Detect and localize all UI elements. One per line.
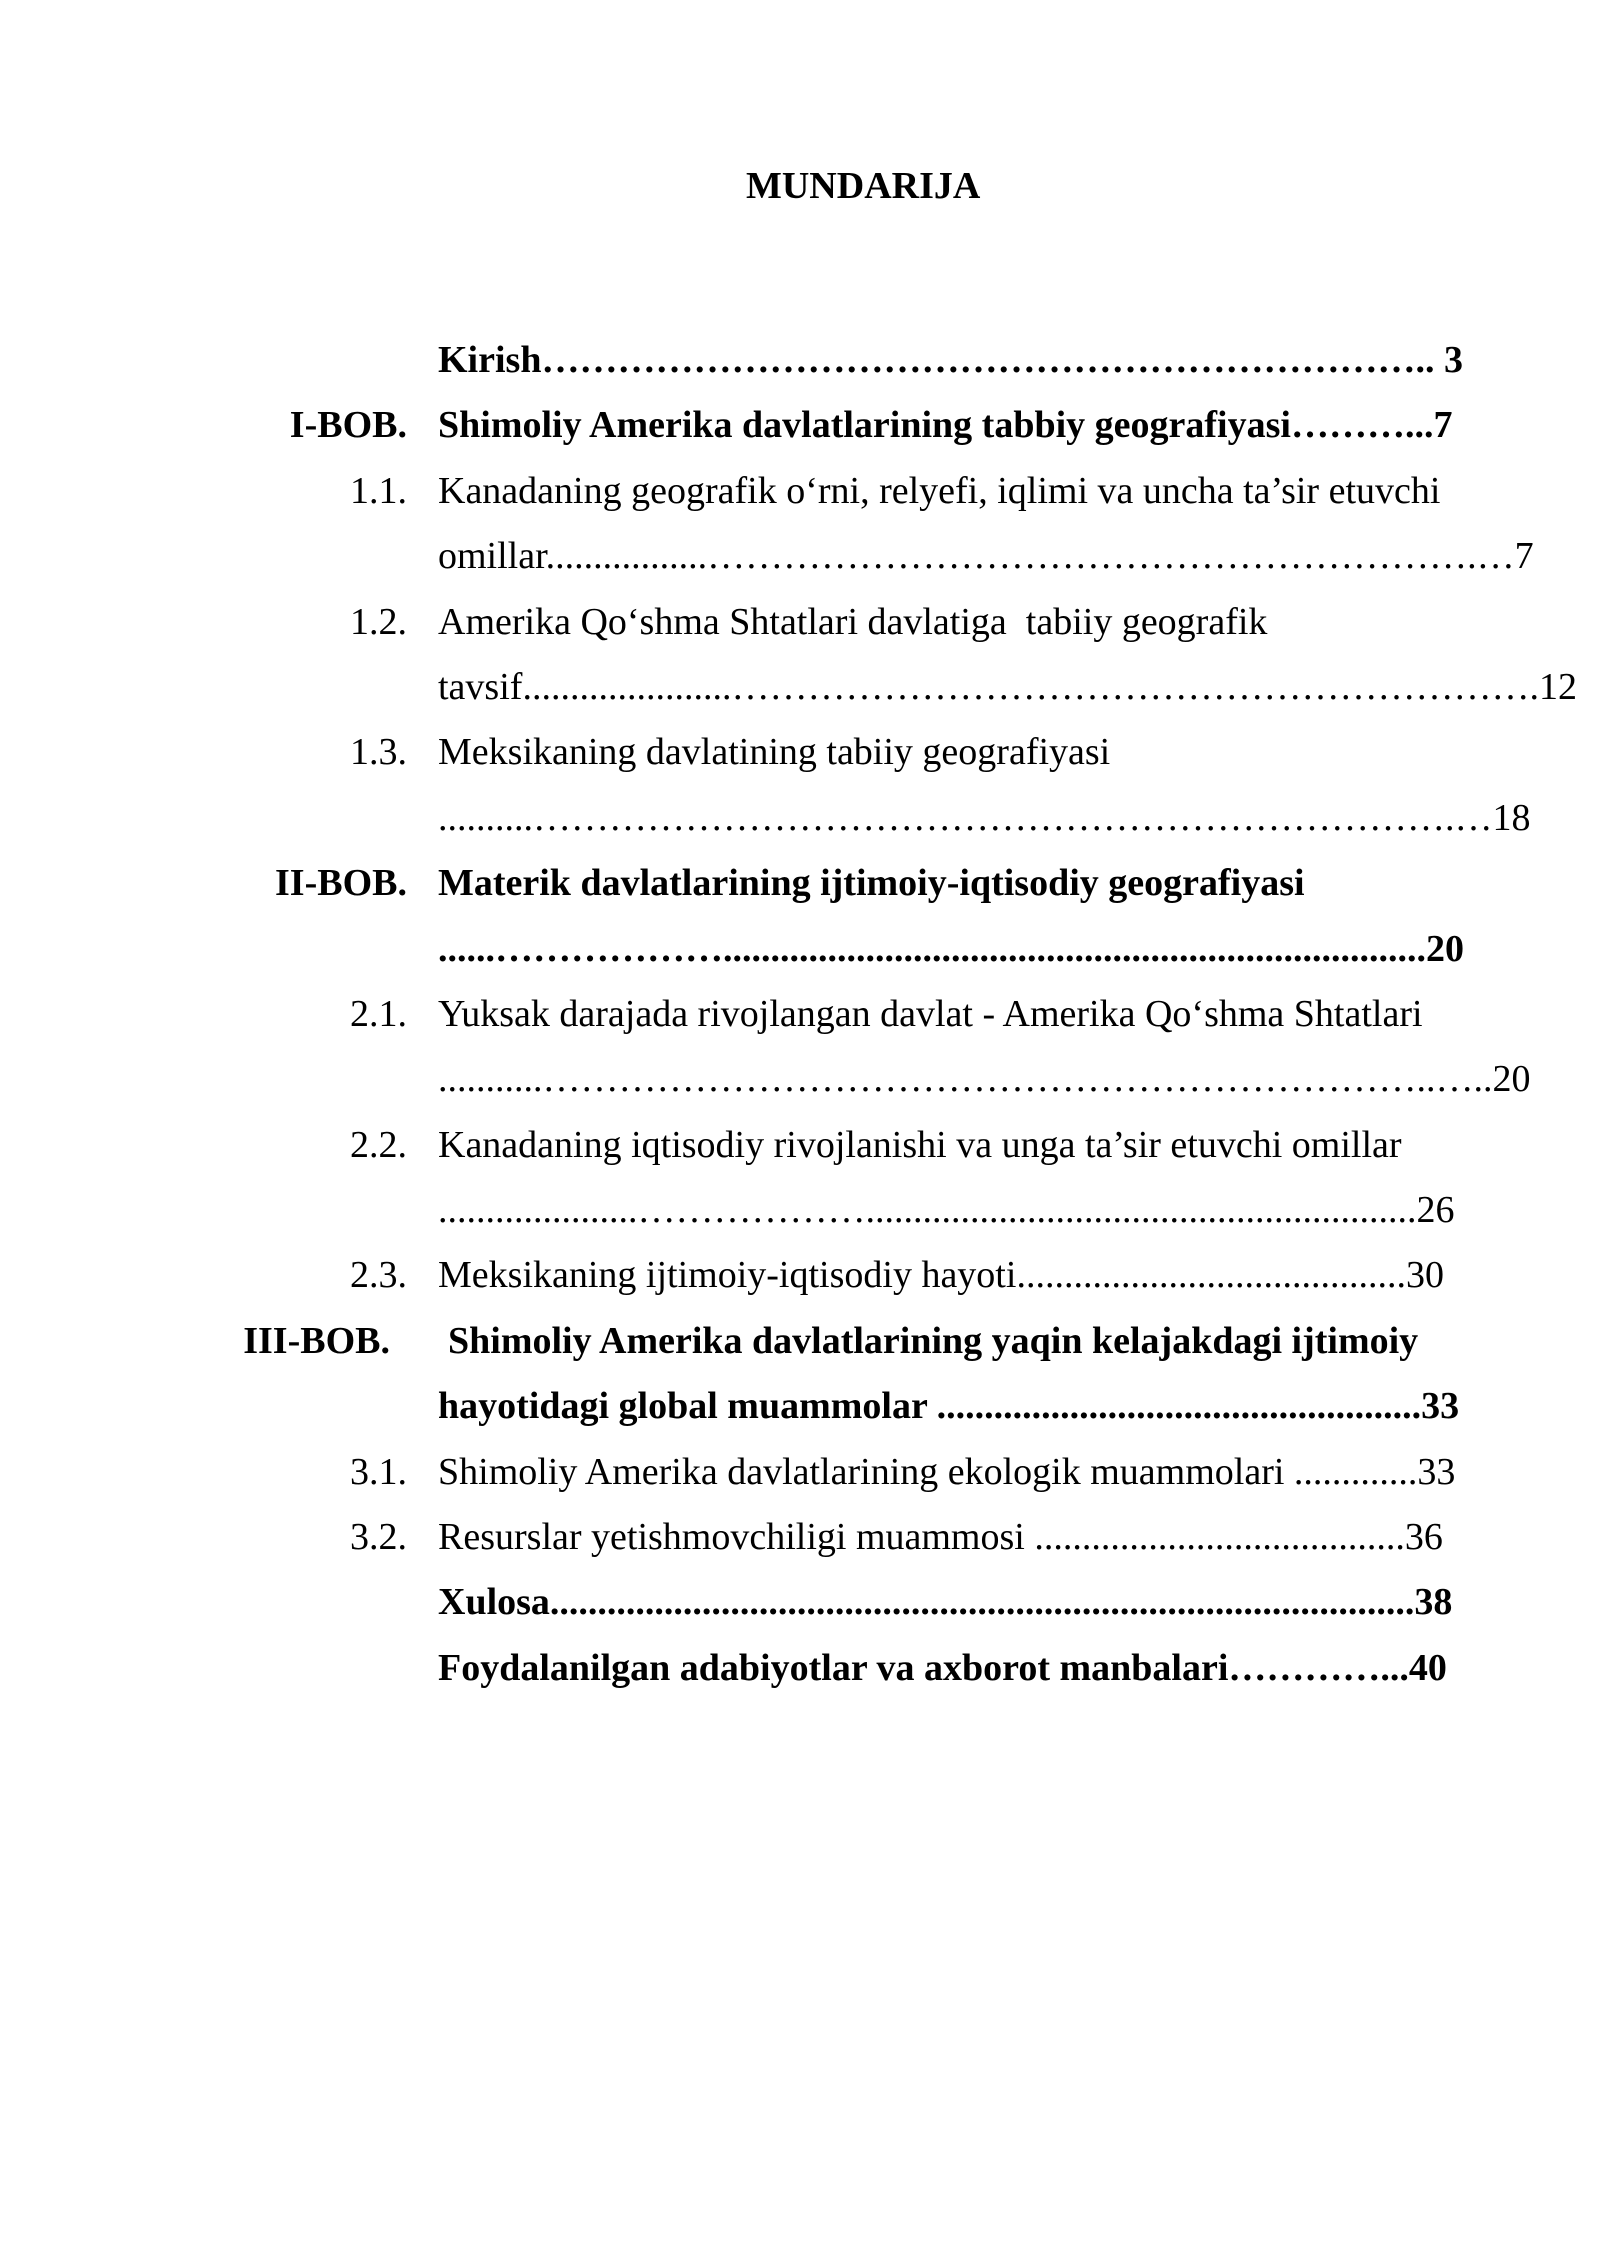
toc-line [0, 1309, 1600, 1374]
toc-entry-title: Meksikaning ijtimoiy-iqtisodiy hayoti [438, 1254, 1017, 1297]
toc-line-text [438, 393, 1452, 458]
toc-line [0, 1243, 1600, 1308]
toc-entry [0, 459, 1600, 590]
toc-leader: ....................................... [1024, 1516, 1405, 1559]
toc-entry [0, 1505, 1600, 1570]
toc-leader: ................................................... [927, 1385, 1422, 1428]
toc-leader: …………………………………………………………….. [541, 339, 1444, 381]
toc-line-text [438, 524, 1534, 589]
toc-entry-title: hayotidagi global muammolar [438, 1385, 928, 1428]
toc-entry [0, 393, 1600, 458]
table-of-contents [0, 328, 1600, 1701]
toc-entry-title: Meksikaning davlatining tabiiy geografiyasi [438, 731, 1111, 774]
toc-leader: ..........……………………………………………………………….… [438, 796, 1493, 839]
toc-page-number: 33 [1417, 1450, 1456, 1493]
toc-entry-number: II-BOB. [275, 862, 407, 905]
toc-entry [0, 1636, 1600, 1701]
toc-leader: ......................………………………………………………………. [522, 665, 1539, 708]
toc-entry-number: 1.2. [350, 600, 407, 643]
toc-line [0, 590, 1600, 655]
toc-line-text [438, 1178, 1455, 1243]
toc-entry-title: tavsif [438, 665, 523, 708]
toc-line-text [438, 590, 1267, 655]
toc-entry [0, 982, 1600, 1113]
toc-entry-title: Shimoliy Amerika davlatlarining tabbiy geografiyasi [438, 404, 1291, 447]
toc-page-number: 30 [1405, 1254, 1444, 1297]
toc-page-number: 33 [1421, 1385, 1460, 1428]
toc-line [0, 720, 1600, 785]
toc-line-text [438, 1440, 1455, 1505]
toc-entry-number: 2.2. [350, 1123, 407, 1166]
toc-line [0, 1636, 1600, 1701]
toc-line [0, 393, 1600, 458]
toc-entry [0, 590, 1600, 721]
toc-leader: ............. [1284, 1450, 1418, 1493]
toc-page-number: 26 [1416, 1189, 1455, 1232]
toc-line [0, 1570, 1600, 1635]
toc-entry-title: Kirish [438, 339, 542, 381]
toc-page-number: 7 [1433, 404, 1453, 447]
toc-page-number: 20 [1492, 1058, 1531, 1101]
toc-page-number: 20 [1426, 927, 1464, 970]
toc-entry-number: 1.1. [350, 469, 407, 512]
toc-entry [0, 328, 1600, 393]
toc-line-text [438, 1047, 1531, 1112]
toc-page-number: 36 [1404, 1516, 1443, 1559]
toc-line-text [438, 786, 1531, 851]
toc-leader: ………... [1290, 404, 1434, 447]
toc-leader: …………... [1228, 1646, 1409, 1689]
toc-page-number: 12 [1538, 665, 1577, 708]
toc-line [0, 459, 1600, 524]
toc-line [0, 1505, 1600, 1570]
toc-line [0, 1178, 1600, 1243]
toc-page-number: 40 [1408, 1646, 1447, 1689]
toc-line [0, 328, 1600, 393]
toc-page-number: 7 [1514, 535, 1534, 578]
toc-page-number: 38 [1414, 1581, 1453, 1624]
toc-entry-title: Shimoliy Amerika davlatlarining yaqin kelajakdagi ijtimoiy [448, 1319, 1419, 1362]
toc-line [0, 1113, 1600, 1178]
toc-entry-title: Resurslar yetishmovchiligi muammosi [438, 1516, 1025, 1559]
toc-line-text [438, 1243, 1444, 1308]
toc-entry [0, 851, 1600, 982]
toc-entry-title: Xulosa [438, 1581, 550, 1624]
toc-line [0, 1440, 1600, 1505]
toc-leader: ...........……………………………………………………………..….. [438, 1058, 1493, 1101]
toc-entry [0, 1309, 1600, 1440]
toc-entry-number: 3.1. [350, 1450, 407, 1493]
toc-line-text [438, 917, 1464, 982]
toc-line [0, 786, 1600, 851]
toc-entry-title: Yuksak darajada rivojlangan davlat - Amerika Qo‘shma Shtatlari [438, 992, 1423, 1035]
toc-page-number: 18 [1492, 796, 1531, 839]
toc-entry-number: 1.3. [350, 731, 407, 774]
toc-entry [0, 1440, 1600, 1505]
toc-leader: .....................……………….......................................................... [438, 1189, 1417, 1232]
toc-line-text [438, 1636, 1447, 1701]
toc-entry-title: omillar [438, 535, 546, 578]
toc-page-number: 3 [1443, 339, 1463, 381]
toc-entry [0, 1243, 1600, 1308]
toc-leader: ......……………….......................................................................... [438, 927, 1426, 970]
toc-line [0, 1047, 1600, 1112]
toc-line-text [438, 1374, 1459, 1439]
toc-line-text [438, 1570, 1452, 1635]
toc-line [0, 1374, 1600, 1439]
toc-line [0, 655, 1600, 720]
toc-line-text [438, 1505, 1443, 1570]
toc-entry [0, 720, 1600, 851]
toc-line [0, 851, 1600, 916]
toc-line-text [438, 328, 1463, 393]
toc-leader: ........................................................................................... [549, 1581, 1415, 1624]
toc-entry [0, 1570, 1600, 1635]
toc-entry-title: Amerika Qo‘shma Shtatlari davlatiga tabiiy geografik [438, 600, 1268, 643]
toc-line-text [448, 1309, 1418, 1374]
toc-entry-number: 2.3. [350, 1254, 407, 1297]
toc-entry-number: 3.2. [350, 1516, 407, 1559]
toc-line-text [438, 851, 1305, 916]
toc-entry-title: Shimoliy Amerika davlatlarining ekologik muammolari [438, 1450, 1285, 1493]
toc-line-text [438, 655, 1577, 720]
toc-entry-number: III-BOB. [243, 1319, 390, 1362]
toc-line [0, 982, 1600, 1047]
toc-entry-title: Kanadaning iqtisodiy rivojlanishi va unga ta’sir etuvchi omillar [438, 1123, 1402, 1166]
toc-line-text [438, 1113, 1402, 1178]
toc-line-text [438, 459, 1440, 524]
page-title: MUNDARIJA [746, 165, 981, 207]
toc-line-text [438, 982, 1423, 1047]
toc-entry-title: Materik davlatlarining ijtimoiy-iqtisodiy geografiyasi [438, 862, 1305, 905]
toc-leader: .................…………………………………………………….… [545, 535, 1515, 578]
toc-leader: ......................................... [1016, 1254, 1406, 1297]
toc-entry-title: Kanadaning geografik o‘rni, relyefi, iqlimi va uncha ta’sir etuvchi [438, 469, 1441, 512]
toc-entry [0, 1113, 1600, 1244]
toc-line-text [438, 720, 1110, 785]
toc-entry-number: 2.1. [350, 992, 407, 1035]
toc-line [0, 917, 1600, 982]
toc-entry-title: Foydalanilgan adabiyotlar va axborot manbalari [438, 1646, 1229, 1689]
toc-entry-number: I-BOB. [289, 404, 407, 447]
toc-line [0, 524, 1600, 589]
